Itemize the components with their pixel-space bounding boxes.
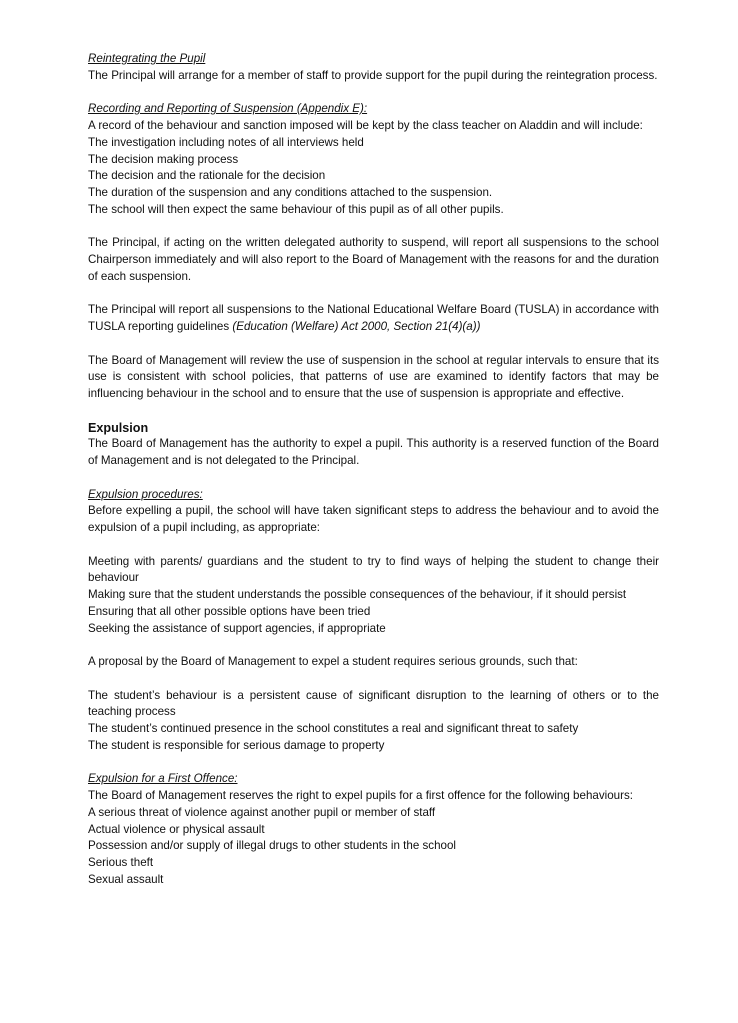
grounds-intro: A proposal by the Board of Management to expel a student requires serious grounds, such that: — [88, 655, 578, 668]
recording-intro: A record of the behaviour and sanction imposed will be kept by the class teacher on Aladdin and will include: — [88, 119, 643, 132]
spacer — [88, 403, 659, 420]
procedure-step: Seeking the assistance of support agencies, if appropriate — [88, 621, 386, 635]
spacer — [88, 336, 659, 353]
first-offence-item: Sexual assault — [88, 872, 164, 886]
first-offence-intro: The Board of Management reserves the right to expel pupils for a first offence for the following behaviours: — [88, 789, 633, 802]
recording-item: The decision making process — [88, 152, 239, 166]
recording-item: The investigation including notes of all interviews held — [88, 135, 364, 149]
tusla-paragraph — [88, 302, 659, 336]
spacer — [88, 671, 659, 688]
recording-item: The decision and the rationale for the decision — [88, 169, 326, 183]
first-offence-item: Actual violence or physical assault — [88, 822, 265, 836]
first-offence-item: A serious threat of violence against another pupil or member of staff — [88, 805, 436, 819]
ground-item: The student is responsible for serious damage to property — [88, 738, 385, 752]
procedure-step: Meeting with parents/ guardians and the student to try to find ways of helping the student to change their behaviour — [88, 554, 659, 585]
ground-item: The student’s behaviour is a persistent cause of significant disruption to the learning of others or to the teaching process — [88, 688, 659, 719]
first-offence-item: Serious theft — [88, 856, 154, 869]
tusla-citation: (Education (Welfare) Act 2000, Section 21(4)(a)) — [232, 320, 481, 333]
section-heading-first-offence: Expulsion for a First Offence: — [88, 772, 238, 786]
recording-item: The duration of the suspension and any conditions attached to the suspension. — [88, 186, 493, 199]
section-heading-expulsion-procedures: Expulsion procedures: — [88, 487, 203, 501]
first-offence-item: Possession and/or supply of illegal drugs to other students in the school — [88, 839, 456, 853]
tusla-text: The Principal will report all suspensions to the National Educational Welfare Board (TUSLA) in accordance with TUSLA reporting guidelines — [88, 303, 659, 333]
spacer — [88, 470, 659, 487]
expulsion-text: The Board of Management has the authority to expel a pupil. This authority is a reserved function of the Board of Management and is not delegated to the Principal. — [88, 437, 659, 467]
spacer — [88, 755, 659, 772]
expulsion-procedures-intro: Before expelling a pupil, the school will have taken significant steps to address the behaviour and to avoid the expulsion of a pupil including, as appropriate: — [88, 504, 659, 534]
spacer — [88, 537, 659, 554]
spacer — [88, 85, 659, 102]
spacer — [88, 219, 659, 236]
spacer — [88, 637, 659, 654]
procedure-step: Making sure that the student understands the possible consequences of the behaviour, if it should persist — [88, 588, 627, 601]
section-heading-expulsion: Expulsion — [88, 420, 149, 435]
document-page — [88, 51, 659, 889]
section-heading-recording: Recording and Reporting of Suspension (Appendix E): — [88, 102, 368, 116]
board-review-paragraph: The Board of Management will review the use of suspension in the school at regular intervals to ensure that its use is consistent with school policies, that patterns of use are examined to identify factors that may be influencing behaviour in the school and to ensure that the use of suspension is appropriate and effective. — [88, 353, 659, 400]
reintegrating-text: The Principal will arrange for a member of staff to provide support for the pupil during the reintegration process. — [88, 68, 658, 82]
recording-item: The school will then expect the same behaviour of this pupil as of all other pupils. — [88, 202, 504, 216]
principal-report-paragraph: The Principal, if acting on the written delegated authority to suspend, will report all suspensions to the school Chairperson immediately and will also report to the Board of Management with the reasons for and the duration of each suspension. — [88, 236, 659, 283]
ground-item: The student’s continued presence in the school constitutes a real and significant threat to safety — [88, 722, 579, 735]
spacer — [88, 286, 659, 303]
section-heading-reintegrating: Reintegrating the Pupil — [88, 52, 206, 65]
procedure-step: Ensuring that all other possible options have been tried — [88, 604, 371, 618]
